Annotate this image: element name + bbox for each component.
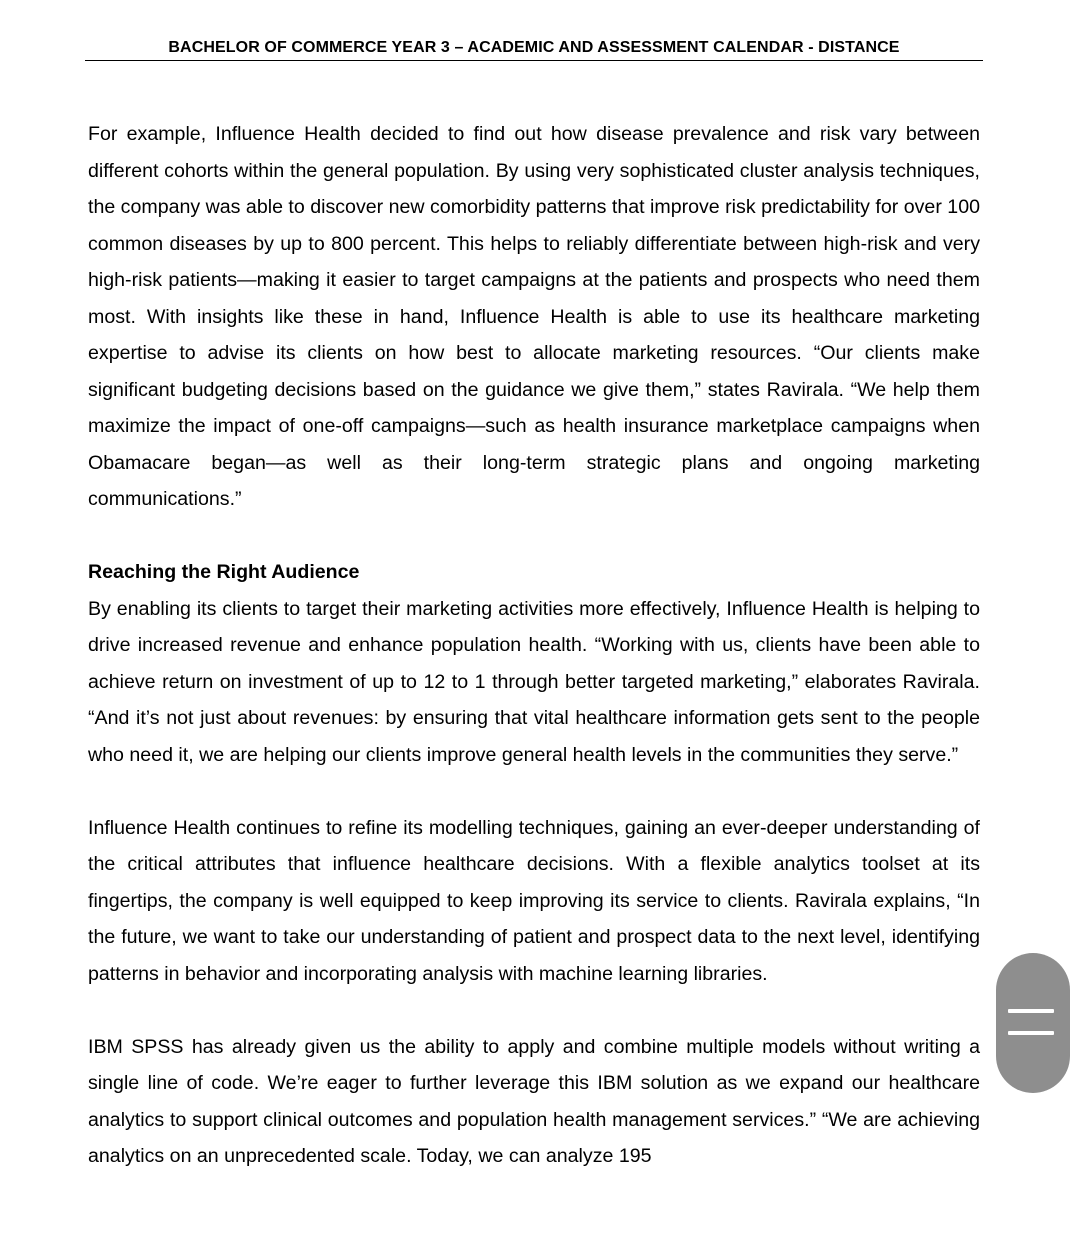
page-header [85, 38, 983, 61]
paragraph-spacer [88, 992, 980, 1029]
hamburger-grip-icon-lower-bar [1008, 1031, 1054, 1035]
section-heading: Reaching the Right Audience [88, 561, 360, 583]
page-title: BACHELOR OF COMMERCE YEAR 3 – ACADEMIC AND ASSESSMENT CALENDAR - DISTANCE [168, 39, 900, 56]
scroll-handle-button[interactable] [996, 953, 1070, 1093]
paragraph-modelling-techniques: Influence Health continues to refine its modelling techniques, gaining an ever-deeper understanding of the critical attributes that influence healthcare decisions. With a flexible analytics toolset at its fingertips, the company is well equipped to keep improving its service to clients. Ravirala explains, “In the future, we want to take our understanding of patient and prospect data to the next level, identifying patterns in behavior and incorporating analysis with machine learning libraries. [88, 816, 980, 985]
hamburger-grip-icon [1008, 1009, 1054, 1013]
document-body [88, 116, 980, 1175]
paragraph-reaching-audience: By enabling its clients to target their marketing activities more effectively, Influence Health is helping to drive increased revenue and enhance population health. “Working with us, clients have been able to achieve return on investment of up to 12 to 1 through better targeted marketing,” elaborates Ravirala. “And it’s not just about revenues: by ensuring that vital healthcare information gets sent to the people who need it, we are helping our clients improve general health levels in the communities they serve.” [88, 597, 980, 766]
paragraph-ibm-spss: IBM SPSS has already given us the ability to apply and combine multiple models without writing a single line of code. We’re eager to further leverage this IBM solution as we expand our healthcare analytics to support clinical outcomes and population health management services.” “We are achieving analytics on an unprecedented scale. Today, we can analyze 195 [88, 1035, 980, 1167]
paragraph-spacer [88, 773, 980, 810]
paragraph-spacer [88, 518, 980, 555]
paragraph-influence-health-example: For example, Influence Health decided to find out how disease prevalence and risk vary between different cohorts within the general population. By using very sophisticated cluster analysis techniques, the company was able to discover new comorbidity patterns that improve risk predictability for over 100 common diseases by up to 800 percent. This helps to reliably differentiate between high-risk and very high-risk patients—making it easier to target campaigns at the patients and prospects who need them most. With insights like these in hand, Influence Health is able to use its healthcare marketing expertise to advise its clients on how best to allocate marketing resources. “Our clients make significant budgeting decisions based on the guidance we give them,” states Ravirala. “We help them maximize the impact of one-off campaigns—such as health insurance marketplace campaigns when Obamacare began—as well as their long-term strategic plans and ongoing marketing communications.” [88, 123, 980, 510]
